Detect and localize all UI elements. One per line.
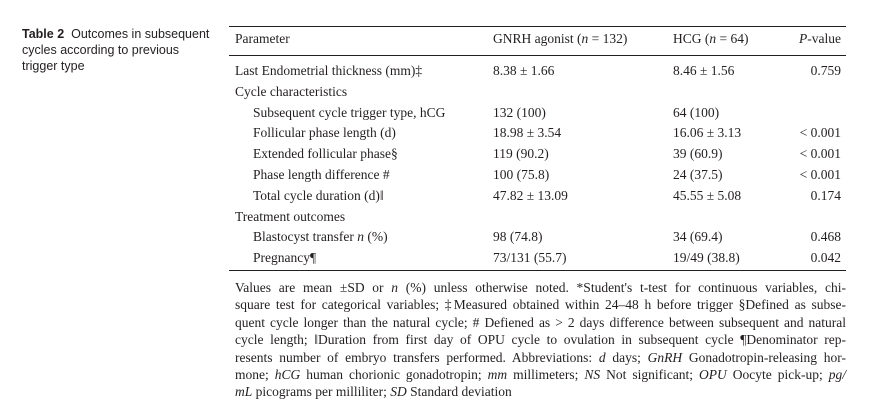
table-bottom-rule bbox=[229, 270, 846, 271]
table-header-rule bbox=[229, 55, 846, 56]
row-gnrh-value: 47.82 ± 13.09 bbox=[493, 187, 568, 203]
row-hcg-value: 64 (100) bbox=[673, 104, 720, 120]
footnote-line: quent cycle longer than the natural cycle; # Defiened as > 2 days difference between subsequent and natural bbox=[235, 314, 846, 330]
row-parameter: Subsequent cycle trigger type, hCG bbox=[253, 104, 446, 120]
footnote-line: Values are mean ±SD or n (%) unless otherwise noted. *Student's t-test for continuous variables, chi- bbox=[235, 280, 846, 295]
header-pvalue: P-value bbox=[799, 31, 841, 46]
row-parameter: Treatment outcomes bbox=[235, 208, 346, 224]
header-gnrh: GNRH agonist (n = 132) bbox=[493, 31, 628, 46]
row-hcg-value: 8.46 ± 1.56 bbox=[673, 63, 735, 78]
footnote-line: mL picograms per milliliter; SD Standard deviation bbox=[235, 384, 512, 400]
row-parameter: Last Endometrial thickness (mm)‡ bbox=[235, 63, 423, 78]
footnote-line: mone; hCG human chorionic gonadotropin; mm millimeters; NS Not significant; OPU Oocyte pick-up; pg/ bbox=[235, 367, 846, 383]
row-p-value: < 0.001 bbox=[799, 125, 841, 141]
row-gnrh-value: 18.98 ± 3.54 bbox=[493, 125, 562, 141]
footnote-line: square test for categorical variables; ‡Measured obtained within 24–48 h before trigger §Defined as subse- bbox=[235, 297, 846, 313]
row-hcg-value: 19/49 (38.8) bbox=[673, 250, 740, 266]
row-gnrh-value: 8.38 ± 1.66 bbox=[493, 63, 555, 78]
row-hcg-value: 16.06 ± 3.13 bbox=[673, 125, 742, 141]
row-hcg-value: 34 (69.4) bbox=[673, 229, 723, 245]
row-p-value: < 0.001 bbox=[799, 146, 841, 162]
header-hcg: HCG (n = 64) bbox=[673, 31, 749, 46]
footnote-line: cycle length; ‖Duration from first day of OPU cycle to ovulation in subsequent cycle ¶Denominator rep- bbox=[235, 332, 846, 348]
table-footnote bbox=[235, 279, 846, 401]
row-gnrh-value: 100 (75.8) bbox=[493, 167, 550, 182]
row-p-value: 0.759 bbox=[810, 63, 841, 78]
row-p-value: 0.174 bbox=[810, 187, 841, 203]
row-p-value: < 0.001 bbox=[799, 167, 841, 182]
row-parameter: Pregnancy¶ bbox=[253, 250, 317, 266]
row-gnrh-value: 98 (74.8) bbox=[493, 229, 543, 245]
footnote-line: resents number of embryo transfers performed. Abbreviations: d days; GnRH Gonadotropin-releasing hor- bbox=[235, 349, 847, 365]
row-p-value: 0.042 bbox=[810, 250, 841, 266]
table-top-rule bbox=[229, 26, 846, 27]
row-parameter: Blastocyst transfer n (%) bbox=[253, 229, 388, 245]
table-caption-text: Outcomes in subsequent cycles according to previous trigger type bbox=[22, 27, 210, 73]
row-gnrh-value: 119 (90.2) bbox=[493, 146, 549, 162]
row-hcg-value: 39 (60.9) bbox=[673, 146, 723, 162]
row-hcg-value: 24 (37.5) bbox=[673, 167, 723, 182]
row-parameter: Cycle characteristics bbox=[235, 83, 348, 99]
table-caption bbox=[22, 26, 214, 74]
row-gnrh-value: 73/131 (55.7) bbox=[493, 250, 567, 266]
table-label: Table 2 bbox=[22, 27, 65, 41]
row-parameter: Phase length difference # bbox=[253, 167, 390, 182]
row-parameter: Follicular phase length (d) bbox=[253, 125, 396, 141]
row-parameter: Extended follicular phase§ bbox=[253, 146, 398, 162]
row-p-value: 0.468 bbox=[810, 229, 841, 245]
row-gnrh-value: 132 (100) bbox=[493, 104, 546, 120]
header-parameter: Parameter bbox=[235, 31, 290, 46]
row-parameter: Total cycle duration (d)‖ bbox=[253, 187, 384, 203]
row-hcg-value: 45.55 ± 5.08 bbox=[673, 187, 742, 203]
